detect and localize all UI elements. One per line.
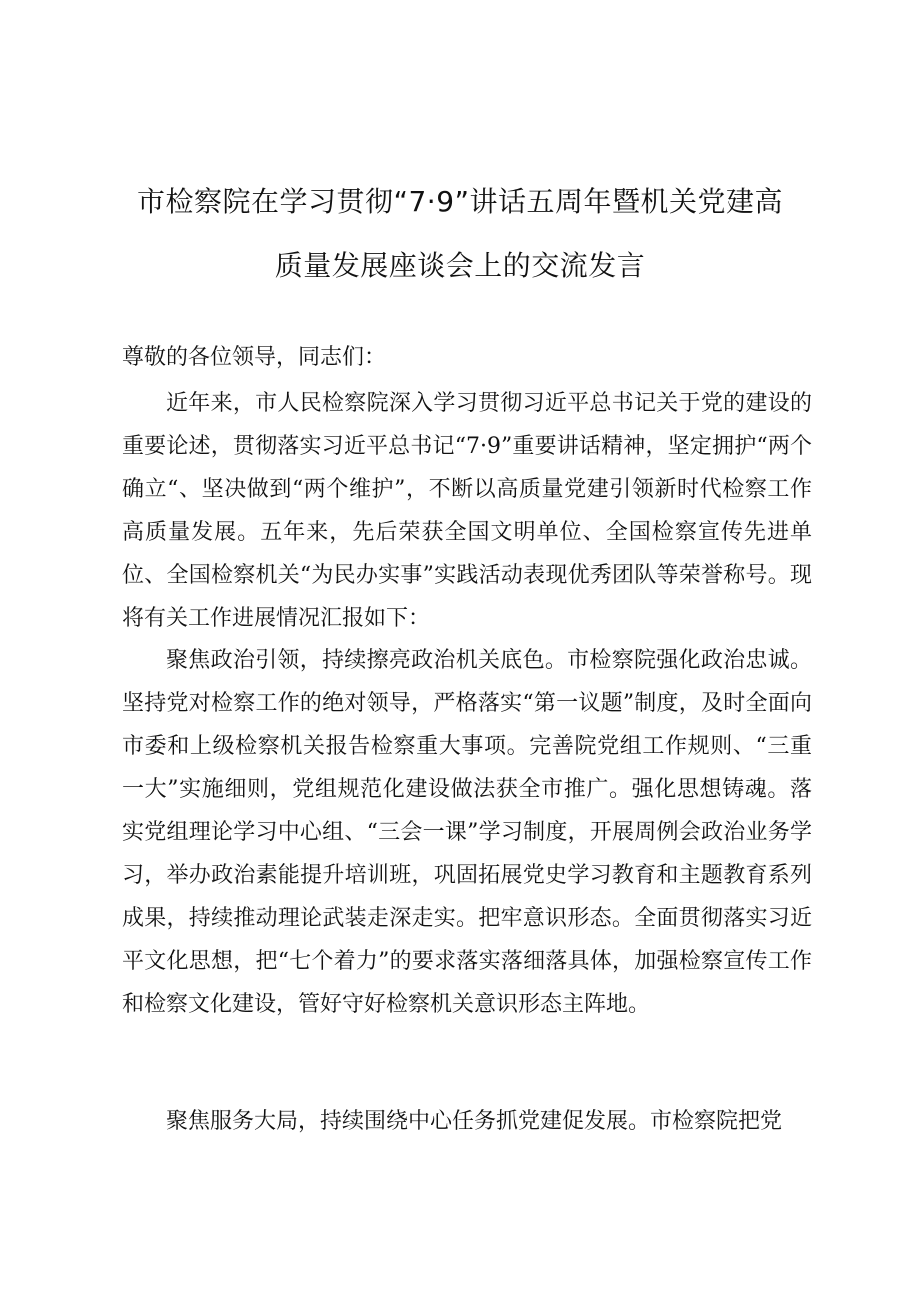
paragraph-text: 聚焦政治引领，持续擦亮政治机关底色。市检察院强化政治忠诚。坚持党对检察工作的绝对领导，严格落实“第一议题”制度，及时全面向市委和上级检察机关报告检察重大事项。完善院党组工作规则、“三重一大”实施细则，党组规范化建设做法获全市推广。强化思想铸魂。落实党组理论学习中心组、“三会一课”学习制度，开展周例会政治业务学习，举办政治素能提升培训班，巩固拓展党史学习教育和主题教育系列成果，持续推动理论武装走深走实。把牢意识形态。全面贯彻落实习近平文化思想，把“七个着力”的要求落实落细落具体，加强检察宣传工作和检察文化建设，管好守好检察机关意识形态主阵地。 <box>122 648 812 1017</box>
paragraph-3 <box>122 1100 812 1143</box>
document-title-line-2: 质量发展座谈会上的交流发言 <box>274 249 646 282</box>
paragraph-2 <box>122 639 812 1026</box>
paragraph-text: 近年来，市人民检察院深入学习贯彻习近平总书记关于党的建设的重要论述，贯彻落实习近平总书记“7·9”重要讲话精神，坚定拥护“两个确立“、坚决做到“两个维护”，不断以高质量党建引领新时代检察工作高质量发展。五年来，先后荣获全国文明单位、全国检察宣传先进单位、全国检察机关“为民办实事”实践活动表现优秀团队等荣誉称号。现将有关工作进展情况汇报如下： <box>122 391 812 631</box>
paragraph-1 <box>122 382 812 640</box>
salutation: 尊敬的各位领导，同志们： <box>122 345 387 370</box>
document-title-line-1: 市检察院在学习贯彻“7·9”讲话五周年暨机关党建高 <box>136 185 784 218</box>
paragraph-text: 聚焦服务大局，持续围绕中心任务抓党建促发展。市检察院把党 <box>166 1109 783 1134</box>
